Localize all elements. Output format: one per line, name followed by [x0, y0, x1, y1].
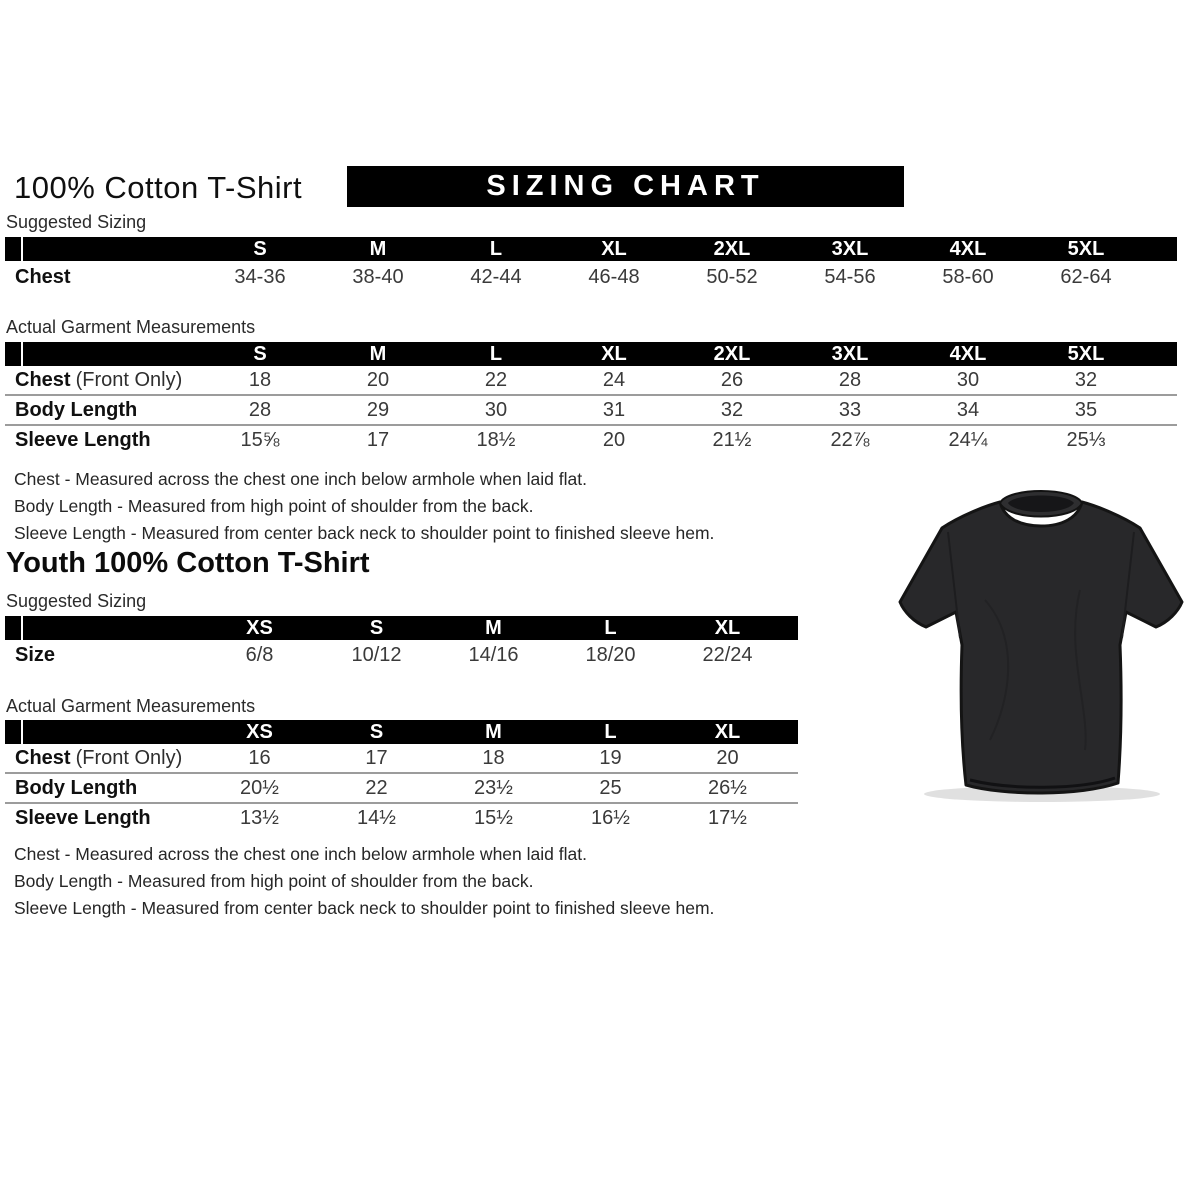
value-cell: 21½ — [712, 428, 752, 451]
row-label: Size — [15, 644, 56, 666]
header-notch — [21, 342, 23, 366]
adult-suggested-header-row — [5, 237, 1177, 261]
size-header-cell: M — [485, 616, 502, 639]
value-cell: 14/16 — [468, 644, 519, 666]
youth-chest-front-row — [5, 744, 798, 774]
size-header-cell: XS — [246, 616, 273, 639]
youth-garment-header-row — [5, 720, 798, 744]
youth-garment-measurements-label: Actual Garment Measurements — [6, 696, 256, 716]
size-header-cell: 4XL — [949, 342, 987, 365]
value-cell: 25 — [599, 776, 622, 799]
page-title: 100% Cotton T-Shirt — [14, 170, 303, 205]
row-label: Chest — [15, 746, 71, 769]
value-cell: 28 — [248, 398, 272, 421]
size-header-cell: 5XL — [1067, 237, 1105, 260]
value-cell: 26½ — [708, 776, 747, 799]
size-header-cell: XL — [714, 720, 741, 743]
size-header-cell: S — [369, 720, 384, 743]
row-label: Sleeve Length — [15, 806, 151, 829]
value-cell: 28 — [838, 368, 862, 391]
value-cell: 18/20 — [585, 644, 636, 666]
value-cell: 42-44 — [470, 266, 522, 288]
value-cell: 31 — [602, 398, 626, 421]
adult-measurement-notes — [14, 466, 714, 547]
adult-sleeve-length-row — [5, 426, 1177, 454]
value-cell: 62-64 — [1060, 266, 1112, 288]
value-cell: 32 — [720, 398, 744, 421]
value-cell: 17 — [366, 428, 390, 451]
row-label: Sleeve Length — [15, 428, 151, 451]
youth-measurement-notes — [14, 841, 714, 922]
size-header-cell: 3XL — [831, 342, 869, 365]
adult-garment-measurements-label: Actual Garment Measurements — [6, 317, 256, 337]
youth-section-title: Youth 100% Cotton T-Shirt — [6, 547, 370, 579]
note-line: Body Length - Measured from high point of shoulder from the back. — [14, 871, 534, 891]
value-cell: 35 — [1074, 398, 1098, 421]
size-header-cell: XL — [601, 237, 627, 260]
value-cell: 15½ — [474, 806, 513, 829]
value-cell: 32 — [1074, 368, 1098, 391]
value-cell: 22 — [365, 776, 388, 799]
adult-chest-row — [5, 261, 1177, 294]
value-cell: 54-56 — [824, 266, 876, 288]
value-cell: 24 — [602, 368, 626, 391]
value-cell: 13½ — [240, 806, 279, 829]
youth-garment-table — [5, 720, 798, 832]
sizing-chart-banner — [347, 166, 904, 207]
size-header-cell: 2XL — [713, 237, 751, 260]
size-header-cell: M — [369, 237, 387, 260]
youth-body-length-row — [5, 774, 798, 804]
adult-garment-header-row — [5, 342, 1177, 366]
note-line: Sleeve Length - Measured from center back neck to shoulder point to finished sleeve hem. — [14, 523, 715, 543]
value-cell: 15⅝ — [240, 428, 280, 451]
adult-chest-front-row — [5, 366, 1177, 396]
value-cell: 22/24 — [702, 644, 753, 666]
note-line: Chest - Measured across the chest one inch below armhole when laid flat. — [14, 844, 587, 864]
adult-body-length-row — [5, 396, 1177, 426]
value-cell: 17½ — [708, 806, 747, 829]
value-cell: 26 — [720, 368, 744, 391]
size-header-cell: L — [489, 237, 503, 260]
value-cell: 23½ — [474, 776, 513, 799]
size-header-cell: L — [489, 342, 503, 365]
youth-suggested-sizing-table — [5, 616, 798, 671]
size-header-cell: 5XL — [1067, 342, 1105, 365]
row-label-note: (Front Only) — [75, 368, 183, 391]
sizing-chart-banner-text: SIZING CHART — [486, 170, 765, 202]
size-header-cell: M — [369, 342, 387, 365]
value-cell: 50-52 — [706, 266, 758, 288]
youth-sleeve-length-row — [5, 804, 798, 832]
value-cell: 20 — [366, 368, 390, 391]
youth-suggested-sizing-label: Suggested Sizing — [6, 591, 147, 611]
value-cell: 18 — [248, 368, 272, 391]
value-cell: 38-40 — [352, 266, 404, 288]
value-cell: 20 — [602, 428, 626, 451]
value-cell: 20 — [716, 746, 739, 769]
value-cell: 16½ — [591, 806, 630, 829]
size-header-cell: 3XL — [831, 237, 869, 260]
size-header-cell: L — [604, 720, 617, 743]
value-cell: 58-60 — [942, 266, 994, 288]
value-cell: 30 — [484, 398, 508, 421]
row-label: Body Length — [15, 776, 138, 799]
value-cell: 6/8 — [245, 644, 274, 666]
header-notch — [21, 616, 23, 640]
size-header-cell: XL — [714, 616, 741, 639]
row-label: Chest — [15, 266, 71, 288]
header-notch — [21, 237, 23, 261]
black-tshirt-image — [890, 480, 1190, 810]
value-cell: 46-48 — [588, 266, 640, 288]
size-header-cell: 2XL — [713, 342, 751, 365]
note-line: Body Length - Measured from high point of shoulder from the back. — [14, 496, 534, 516]
adult-suggested-sizing-table — [5, 237, 1177, 294]
value-cell: 19 — [599, 746, 622, 769]
row-label-note: (Front Only) — [75, 746, 183, 769]
value-cell: 16 — [248, 746, 271, 769]
value-cell: 24¼ — [948, 428, 988, 451]
adult-suggested-sizing-label: Suggested Sizing — [6, 212, 147, 232]
note-line: Chest - Measured across the chest one inch below armhole when laid flat. — [14, 469, 587, 489]
value-cell: 29 — [366, 398, 390, 421]
value-cell: 22 — [484, 368, 508, 391]
size-header-cell: XS — [246, 720, 273, 743]
value-cell: 30 — [956, 368, 980, 391]
size-header-cell: S — [253, 237, 267, 260]
size-header-cell: 4XL — [949, 237, 987, 260]
size-header-cell: S — [369, 616, 384, 639]
youth-suggested-header-row — [5, 616, 798, 640]
header-notch — [21, 720, 23, 744]
value-cell: 20½ — [240, 776, 279, 799]
value-cell: 33 — [838, 398, 862, 421]
note-line: Sleeve Length - Measured from center back neck to shoulder point to finished sleeve hem. — [14, 898, 715, 918]
size-header-cell: L — [604, 616, 617, 639]
row-label: Chest — [15, 368, 71, 391]
value-cell: 18 — [482, 746, 505, 769]
youth-size-row — [5, 640, 798, 671]
value-cell: 34 — [956, 398, 980, 421]
size-header-cell: S — [253, 342, 267, 365]
value-cell: 34-36 — [234, 266, 286, 288]
value-cell: 17 — [365, 746, 388, 769]
size-header-cell: M — [485, 720, 502, 743]
value-cell: 10/12 — [351, 644, 402, 666]
value-cell: 22⅞ — [830, 428, 870, 451]
adult-garment-table — [5, 342, 1177, 454]
value-cell: 25⅓ — [1066, 428, 1106, 451]
value-cell: 18½ — [476, 428, 516, 451]
size-header-cell: XL — [601, 342, 627, 365]
row-label: Body Length — [15, 398, 138, 421]
value-cell: 14½ — [357, 806, 396, 829]
